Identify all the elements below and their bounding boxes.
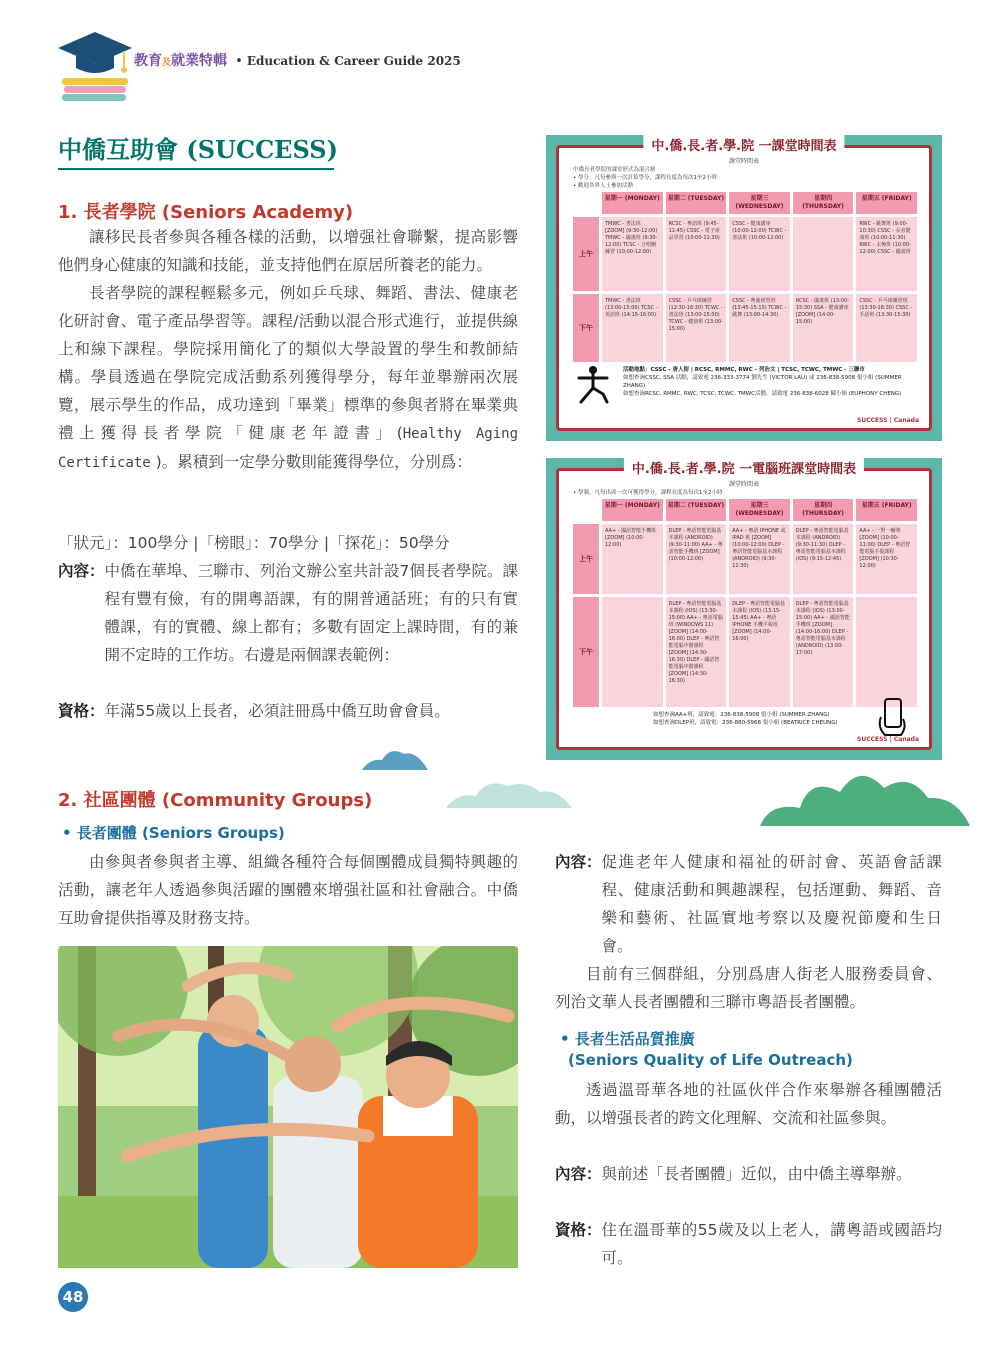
section1-content-text: 中僑在華埠、三聯市、列治文辦公室共計設7個長者學院。課程有豐有儉，有的開粵語課，有的開普通話班；有的只有實體課，有的實體、線上都有；多數有固定上課時間，有的兼開不定時的工作坊。右邊是兩個課表範例： (104, 562, 518, 664)
schedule1-day-header: 星期四 (THURSDAY) (793, 192, 854, 214)
schedule-card-1-brand: SUCCESS | Canada (857, 417, 919, 424)
section2-sub2-eligibility-text: 住在溫哥華的55歲及以上老人，講粵語或國語均可。 (601, 1221, 942, 1267)
bush-decoration-icon (446, 778, 572, 808)
graduation-cap-icon (58, 28, 133, 103)
schedule2-pm-cell: DLEP - 粵語智能電腦基本課程 (IOS) (13:30-15:00) AA+ - 粵語電腦班 (WINDOWS 11) [ZOOM] (14:00-16:00) DLEP - 粵語智能電腦中階課程 [ZOOM] (14:30-16:30) DLEP - 國語智能電腦中階課程 [ZOOM] (14:30-16:30) (666, 597, 727, 707)
section2-sub2-content-label: 內容： (555, 1165, 602, 1183)
title-underline (58, 168, 334, 170)
schedule2-am-label: 上午 (573, 524, 599, 594)
section2-sub2-paragraph: 透過溫哥華各地的社區伙伴合作來舉辦各種團體活動，以增强長者的跨文化理解、交流和社區參與。 (555, 1081, 942, 1127)
schedule-card-1-footer (573, 366, 917, 398)
schedule-card-2-subtitle: 課堂時間表 (728, 481, 759, 488)
section1-degrees: 「狀元」：100學分 |「榜眼」：70學分 |「探花」：50學分 (58, 534, 450, 552)
schedule2-day-header: 星期三 (WEDNESDAY) (729, 499, 790, 521)
section2-sub2-title-en: (Seniors Quality of Life Outreach) (568, 1051, 853, 1069)
schedule1-pm-label: 下午 (573, 294, 599, 362)
schedule2-am-cell: DLEP - 粵語智能電腦基本課程 (ANDROID) (9:30-11:30) DLEP - 粵語智能電腦基本課程 (IOS) (9:15-12:45) (793, 524, 854, 594)
section1-p2a: 長者學院的課程輕鬆多元，例如乒乓球、舞蹈、書法、健康老化研討會、電子產品學習等。課程/活動以混合形式進行，並提供線上和線下課程。學院採用簡化了的類似大學設置的學生和教師結構。學員透過在學院完成活動系列獲得學分，每年並舉辦兩次展覽，展示學生的作品，成功達到「畢業」標準的參與者將在畢業典禮上獲得長者學院「健康老年證書」( (58, 284, 518, 442)
schedule2-pm-cell (856, 597, 917, 707)
section2-sub1-paragraph: 由參與者參與者主導、組織各種符合每個團體成員獨特興趣的活動，讓老年人透過參與活躍的團體來增强社區和社會融合。中僑互助會提供指導及財務支持。 (58, 853, 518, 927)
section1-eligibility-text: 年滿55歲以上長者，必須註冊爲中僑互助會會員。 (104, 702, 450, 720)
schedule-card-2-brand: SUCCESS | Canada (857, 736, 919, 743)
header-title-zh-c: 就業特輯 (171, 53, 228, 69)
schedule1-day-header: 星期三 (WEDNESDAY) (729, 192, 790, 214)
schedule1-pm-cell: CSSC - 粵曲研習班 (13:45-15:15) TCWC - 跳舞 (13:00-14:30) (729, 294, 790, 362)
schedule2-pm-label: 下午 (573, 597, 599, 707)
section2-sub1-title: • 長者團體 (Seniors Groups) (62, 824, 285, 842)
schedule-card-2-grid (573, 499, 917, 707)
tai-chi-figure-icon (573, 364, 613, 404)
schedule1-day-header: 星期五 (FRIDAY) (856, 192, 917, 214)
section2-sub2-content-text: 與前述「長者團體」近似，由中僑主導舉辦。 (601, 1165, 912, 1183)
schedule2-day-header: 星期二 (TUESDAY) (666, 499, 727, 521)
schedule2-corner (573, 499, 599, 521)
header-dot: • (235, 54, 243, 69)
section2-sub1-content-label: 內容： (555, 853, 602, 871)
schedule2-am-cell: AA+ - 國語智能手機班 [ZOOM] (10:00-12:00) (602, 524, 663, 594)
schedule1-am-cell: RWC - 跳舞班 (9:00-10:30) CSSC - 長者健康班 (10:00-11:30) RWC - 太極班 (10:00-12:00) CSSC - 國畫班 (856, 217, 917, 291)
schedule2-day-header: 星期五 (FRIDAY) (856, 499, 917, 521)
section2-sub1-body (58, 848, 518, 932)
schedule2-pm-cell: DLEP - 粵語智能電腦基本課程 (IOS) (13:15-15:45) AA+ - 粵語 IPHONE 手機平板班 [ZOOM] (14:00-16:00) (729, 597, 790, 707)
schedule1-am-cell: RCSC - 粵語班 (9:45-11:45) CSSC - 電子產品學習 (10:00-11:30) (666, 217, 727, 291)
schedule1-am-cell (793, 217, 854, 291)
schedule-card-1-locations: 活動地點：CSSC - 唐人街 | RCSC, RMMC, RWC - 列治文 | TCSC, TCWC, TMWC - 三聯市 (623, 367, 865, 373)
header-title-zh-a: 教育 (134, 53, 162, 69)
schedule-card-1-grid (573, 192, 917, 362)
header-title-zh-b: 及 (162, 58, 172, 68)
section1-certificate-en: Healthy Aging Certificate (58, 426, 518, 471)
schedule-card-1-frame (556, 139, 932, 431)
schedule-card-1-note3: • 歡迎各界人士參加活動 (573, 183, 633, 189)
header-title (134, 50, 461, 70)
section2-sub1-groups (555, 960, 942, 1016)
plant-decoration-icon (760, 762, 970, 826)
schedule-card-2-frame (556, 462, 932, 750)
cloud-decoration-icon (362, 746, 428, 770)
schedule-card-2-title: 中.僑.長.者.學.院 一電腦班課堂時間表 (624, 458, 864, 477)
schedule-card-2 (546, 458, 942, 760)
schedule1-pm-cell: CSSC - 乒乓球練習班 (13:30-16:30) CSSC - 手語班 (13:30-15:30) (856, 294, 917, 362)
header-title-en: Education & Career Guide 2025 (246, 54, 461, 68)
schedule-card-1-contact1: 如想查詢CSSC, SSA 活動，請致電 236-333-3774 劉先生 (VICTOR LAU) 或 236-838-5908 張小姐 (SUMMER ZHANG) (623, 375, 902, 389)
schedule-card-2-note1: • 學制，凡每出席一次可獲得學分，課程長度為每次1至2小時 (573, 490, 723, 496)
section1-eligibility-label: 資格： (58, 702, 105, 720)
section1-paragraph1: 讓移民長者參與各種各樣的活動，以增强社會聯繫，提高影響他們身心健康的知識和技能，並支持他們在原居所養老的能力。 (58, 228, 518, 274)
schedule-card-2-contact1: 如想查詢AA+班，請致電：236-838-5908 張小姐 (SUMMER ZHANG) (653, 712, 830, 718)
schedule-card-2-footer (573, 711, 917, 727)
page-header (58, 28, 658, 108)
schedule2-day-header: 星期四 (THURSDAY) (793, 499, 854, 521)
section2-sub1-content-text: 促進老年人健康和福祉的研討會、英語會話課程、健康活動和興趣課程，包括運動、舞蹈、音樂和藝術、社區實地考察以及慶祝節慶和生日會。 (601, 853, 942, 955)
schedule2-am-cell: AA+ - 粵語 IPHONE 或 IPAD 班 [ZOOM] (10:00-12:00) DLEP - 粵語智能電腦基本課程 (ANDROID) (9:30-11:30) (729, 524, 790, 594)
smartphone-hand-icon (875, 697, 911, 737)
section2-sub1-groups-paragraph: 目前有三個群組，分別爲唐人街老人服務委員會、列治文華人長者團體和三聯市粵語長者團體。 (555, 965, 942, 1011)
schedule1-pm-cell: TMWC - 書法班 (13:00-15:00) TCSC - 英語班 (14:15-16:00) (602, 294, 663, 362)
schedule1-corner (573, 192, 599, 214)
schedule1-am-cell: TMWC - 書法班 [ZOOM] (9:30-12:00) TMWC - 國畫班 (9:30-12:00) TCSC - 合唱團練習 (10:00-12:00) (602, 217, 663, 291)
schedule1-day-header: 星期二 (TUESDAY) (666, 192, 727, 214)
schedule-card-1 (546, 135, 942, 441)
section1-p2b: )。累積到一定學分數則能獲得學位，分別爲： (150, 453, 472, 471)
section1-content (58, 557, 518, 669)
section2-title: 2. 社區團體 (Community Groups) (58, 790, 373, 811)
section2-sub1-content (555, 848, 942, 960)
schedule1-pm-cell: CSSC - 乒乓球練習 (12:30-16:30) TCWC - 書法班 (13:00-15:00) TCWC - 健康班 (13:00-15:00) (666, 294, 727, 362)
schedule1-day-header: 星期一 (MONDAY) (602, 192, 663, 214)
seniors-exercise-photo (58, 946, 518, 1268)
section1-paragraph2 (58, 279, 518, 477)
schedule-card-2-contact2: 如想查詢DLEP班，請致電：236-880-5968 張小姐 (BEATRICE CHEUNG) (653, 720, 838, 726)
schedule1-pm-cell: RCSC - 國畫班 (13:00-15:30) SSA - 健康講座 [ZOOM] (14:00-15:00) (793, 294, 854, 362)
section1-title: 1. 長者學院 (Seniors Academy) (58, 202, 354, 223)
schedule2-am-cell: DLEP - 粵語智能電腦基本課程 (ANDROID) (9:30-11:00) AA+ - 粵語智能手機班 [ZOOM] (10:00-12:00) (666, 524, 727, 594)
section2-sub2-eligibility-label: 資格： (555, 1221, 602, 1239)
schedule-card-1-contact2: 如想查詢RCSC, RMMC, RWC, TCSC, TCWC, TMWC活動，請致電 236-838-6028 陳小姐 (EUPHONY CHENG) (623, 391, 902, 397)
section1-body (58, 223, 518, 477)
schedule2-pm-cell (602, 597, 663, 707)
schedule-card-1-note1: 中僑長者學院的課堂形式為混合制 (573, 167, 656, 173)
schedule-card-1-subtitle: 課堂時間表 (728, 158, 759, 165)
page-number: 48 (58, 1282, 88, 1312)
section2-sub2-title-zh: • 長者生活品質推廣 (560, 1030, 695, 1048)
schedule2-am-cell: AA+ - 一對一輔導 [ZOOM] (10:00-11:00) DLEP - 粵語智能電腦手提課程 [ZOOM] (10:30-12:00) (856, 524, 917, 594)
schedule-card-1-title: 中.僑.長.者.學.院 一課堂時間表 (643, 135, 844, 154)
section2-sub2-eligibility (555, 1216, 942, 1272)
schedule2-day-header: 星期一 (MONDAY) (602, 499, 663, 521)
schedule1-am-cell: CSSC - 健康講座 (10:00-12:00) TCWC - 書法班 (10:00-12:00) (729, 217, 790, 291)
schedule2-pm-cell: DLEP - 粵語智能電腦基本課程 (IOS) (13:00-15:00) AA+ - 國語智能手機班 [ZOOM] (14:00-16:00) DLEP - 粵語智能電腦基本課程 (ANDROID) (13:00-17:00) (793, 597, 854, 707)
schedule-card-1-note2: • 學分：凡每參與一次計算學分，課程長度為每次1至2小時 (573, 175, 717, 181)
section2-sub2-body (555, 1076, 942, 1132)
schedule1-am-label: 上午 (573, 217, 599, 291)
section1-content-label: 內容： (58, 562, 105, 580)
page-title: 中僑互助會 (SUCCESS) (58, 135, 338, 164)
section2-sub2-content (555, 1160, 942, 1188)
section1-eligibility (58, 697, 518, 725)
